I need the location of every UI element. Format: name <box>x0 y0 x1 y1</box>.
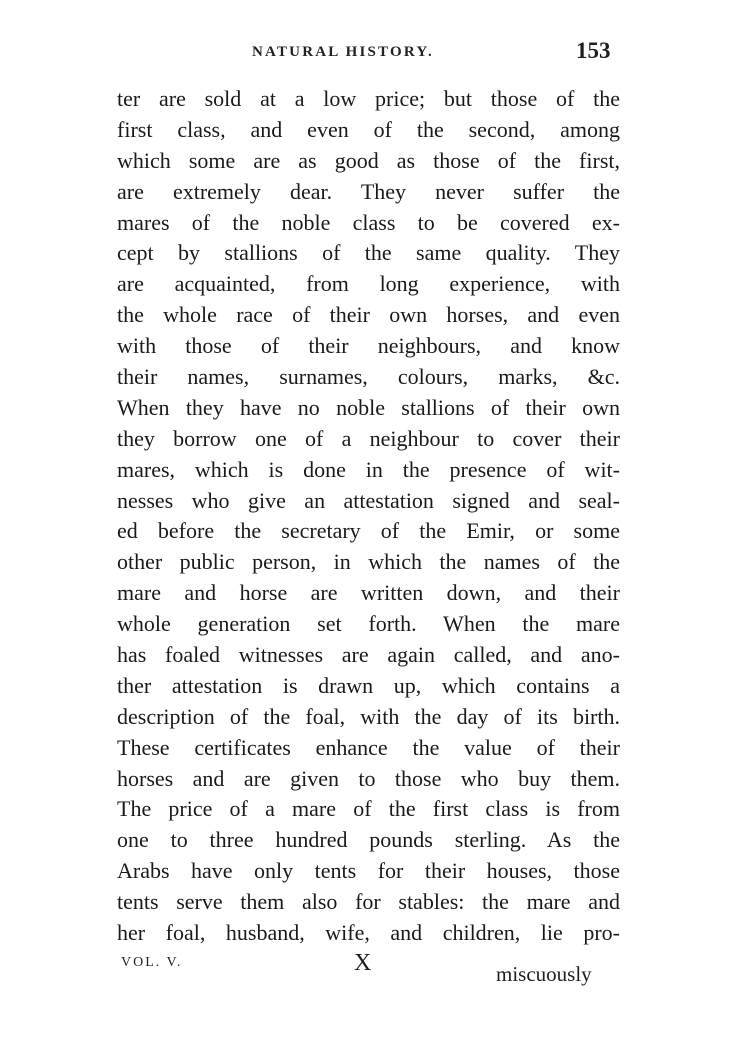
text-line: are extremely dear. They never suffer the <box>117 178 620 204</box>
text-line: the whole race of their own horses, and even <box>117 302 620 328</box>
body-text <box>117 84 620 949</box>
text-line: mare and horse are written down, and their <box>117 580 620 606</box>
text-line: cept by stallions of the same quality. They <box>117 240 620 266</box>
catchword: miscuously <box>496 962 592 986</box>
text-line: they borrow one of a neighbour to cover their <box>117 425 620 451</box>
volume-signature: VOL. V. <box>121 955 183 970</box>
text-line: their names, surnames, colours, marks, &c. <box>117 364 620 390</box>
signature-mark: X <box>354 950 372 976</box>
text-line: ther attestation is drawn up, which contains a <box>117 672 620 698</box>
text-line: whole generation set forth. When the mare <box>117 611 620 637</box>
text-line: tents serve them also for stables: the mare and <box>117 889 620 915</box>
text-line: first class, and even of the second, among <box>117 116 620 142</box>
text-line: description of the foal, with the day of its birth. <box>117 703 620 729</box>
text-line: other public person, in which the names of the <box>117 549 620 575</box>
text-line: ter are sold at a low price; but those of the <box>117 86 620 111</box>
text-line: her foal, husband, wife, and children, lie pro- <box>117 920 620 946</box>
text-line: mares of the noble class to be covered ex- <box>117 209 620 235</box>
text-line: are acquainted, from long experience, with <box>117 271 620 297</box>
text-line: These certificates enhance the value of their <box>117 734 620 760</box>
text-line: nesses who give an attestation signed and seal- <box>117 487 620 513</box>
text-line: with those of their neighbours, and know <box>117 333 620 359</box>
text-line: has foaled witnesses are again called, and ano- <box>117 642 620 668</box>
text-line: one to three hundred pounds sterling. As the <box>117 827 620 853</box>
text-line: ed before the secretary of the Emir, or some <box>117 518 620 544</box>
running-head: NATURAL HISTORY. <box>252 44 434 60</box>
text-line: mares, which is done in the presence of wit- <box>117 456 620 482</box>
page-number: 153 <box>576 38 611 63</box>
text-line: Arabs have only tents for their houses, those <box>117 858 620 884</box>
text-line: The price of a mare of the first class is from <box>117 796 620 822</box>
text-line: which some are as good as those of the first, <box>117 147 620 173</box>
text-line: horses and are given to those who buy them. <box>117 765 620 791</box>
text-line: When they have no noble stallions of their own <box>117 394 620 420</box>
